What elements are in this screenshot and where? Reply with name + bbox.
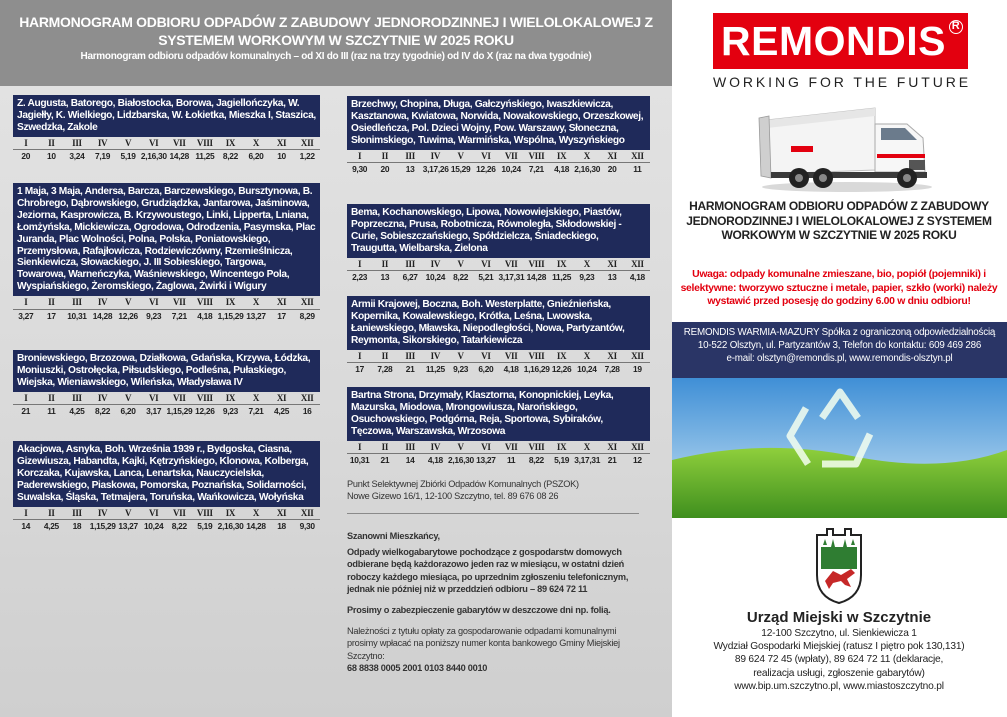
month-label: VI [473,258,498,271]
collection-dates: 4,25 [69,406,85,417]
collection-dates: 12,26 [551,364,572,375]
collection-dates: 4,18 [427,455,443,466]
collection-dates: 9,30 [352,164,368,175]
month-label: IX [218,137,244,150]
collection-dates: 13 [380,272,390,283]
pszok-info [347,478,650,502]
office-department: Wydział Gospodarki Miejskiej (ratusz I piętro pok 130,131) [713,641,965,653]
collection-dates: 5,19 [120,151,136,162]
month-label: III [398,258,423,271]
collection-dates: 4,18 [629,272,645,283]
month-label: II [39,507,65,520]
dates-row [13,520,320,533]
collection-dates: 2,23 [352,272,368,283]
street-group [347,96,650,176]
collection-dates: 4,25 [274,406,290,417]
month-label: VII [499,150,524,163]
month-label: VI [141,392,167,405]
month-header-row [13,507,320,520]
schedule-subtitle: Harmonogram odbioru odpadów komunalnych – od XI do III (raz na trzy tygodnie) od IV do X (raz na dwa tygodnie) [80,51,592,62]
collection-dates: 11 [506,455,516,466]
remondis-logo [713,13,968,69]
month-label: IV [90,507,116,520]
collection-dates-table [13,507,320,533]
collection-dates: 3,17,26 [422,164,449,175]
collection-dates: 12,26 [118,310,138,321]
collection-dates: 5,19 [197,521,213,532]
collection-dates: 13,27 [246,310,266,321]
month-header-row [347,350,650,363]
collection-dates: 8,22 [171,521,187,532]
street-list: Akacjowa, Asnyka, Boh. Września 1939 r., Bydgoska, Ciasna, Gizewiusza, Habandta, Kajki, Kętrzyńskiego, Klonowa, Kolberga, Korczaka, Kujawska, Lanca, Lenartska, Nauczycielska, Paderewskiego, Piaskowa, Pomorska, Poznańska, Solidarności, Suwalska, Śląska, Tetmajera, Toruńska, Wańkowicza, Wołyńska [13,441,320,507]
bulky-waste-info: Odpady wielkogabarytowe pochodzące z gospodarstw domowych odbierane będą każdorazowo jeden raz w miesiącu, w ostatni dzień roboczy każdego miesiąca, po uprzednim zgłoszeniu telefonicznym, jednak nie później niż w przeddzień odbioru – 89 624 72 11 [347,547,629,594]
month-label: III [64,507,90,520]
month-label: II [372,150,397,163]
month-label: II [372,441,397,454]
month-label: V [115,296,141,309]
collection-dates: 3,17,31 [498,272,525,283]
month-label: X [243,137,269,150]
company-name: REMONDIS WARMIA-MAZURY Spółka z ograniczoną odpowiedzialnością [683,327,996,338]
month-label: VI [473,350,498,363]
collection-dates-table [13,296,320,322]
month-label: XII [294,392,320,405]
collection-dates: 7,28 [604,364,620,375]
collection-dates: 4,18 [197,310,213,321]
street-list: Armii Krajowej, Boczna, Boh. Westerplatte, Gnieźnieńska, Kopernika, Kowalewskiego, Krótka, Leśna, Lwowska, Łaniewskiego, Mławska, Niepodległości, Nowa, Partyzantów, Reymonta, Sikorskiego, Tatarkiewicza [347,296,650,350]
month-label: VIII [192,392,218,405]
collection-dates: 14 [21,521,31,532]
collection-dates: 2,16,30 [217,521,244,532]
collection-dates: 11,25 [195,151,215,162]
month-label: X [243,392,269,405]
collection-dates: 1,16,29 [523,364,550,375]
collection-dates: 6,27 [402,272,418,283]
street-list: Z. Augusta, Batorego, Białostocka, Borowa, Jagiellończyka, W. Jagiełły, K. Wielkiego, Lidzbarska, W. Łokietka, Mieszka I, Staszica, Szwedzka, Zakole [13,95,320,137]
month-label: II [372,350,397,363]
collection-dates: 13 [405,164,415,175]
month-label: IV [90,137,116,150]
collection-dates-table [347,258,650,284]
month-label: XI [269,296,295,309]
payment-info: Należności z tytułu opłaty za gospodarowanie odpadami komunalnymi prosimy wpłacać na poniższy numer konta bankowego Gminy Miejskiej Szczytno: [347,626,620,661]
collection-dates: 9,23 [453,364,469,375]
month-label: VII [499,441,524,454]
collection-dates: 19 [633,364,642,375]
collection-dates: 12,26 [195,406,215,417]
collection-dates: 3,17 [146,406,162,417]
month-label: XI [600,258,625,271]
dates-row [347,363,650,376]
street-group [347,296,650,376]
collection-dates: 10,24 [577,364,597,375]
collection-dates: 12 [633,455,642,466]
month-label: XII [294,507,320,520]
registered-mark: R [949,20,963,34]
collection-dates: 10,24 [143,521,164,532]
month-label: IX [549,350,574,363]
collection-dates: 1,15,29 [89,521,116,532]
city-office [680,609,998,693]
street-group [13,441,320,533]
month-label: I [13,296,39,309]
collection-dates: 13,27 [476,455,496,466]
collection-dates-table [13,392,320,418]
collection-dates: 21 [405,364,415,375]
street-list: Bema, Kochanowskiego, Lipowa, Nowowiejskiego, Piastów, Poprzeczna, Prusa, Robotnicza, Równoległa, Skłodowskiej - Curie, Sobieszczańskiego, Spółdzielcza, Śniadeckiego, Traugutta, Wielbarska, Zielona [347,204,650,258]
collection-dates-table [13,137,320,163]
collection-dates: 6,20 [120,406,136,417]
month-label: VI [473,150,498,163]
month-label: XII [294,296,320,309]
street-group [13,350,320,418]
dates-row [347,271,650,284]
month-label: XI [269,137,295,150]
month-label: IV [423,350,448,363]
month-label: II [39,296,65,309]
divider [347,513,639,514]
collection-dates: 16 [302,406,312,417]
dates-row [347,163,650,176]
month-label: III [64,296,90,309]
month-label: X [574,350,599,363]
collection-dates: 21 [21,406,31,417]
collection-dates: 7,28 [377,364,393,375]
collection-dates: 3,24 [69,151,85,162]
tagline: WORKING FOR THE FUTURE [713,74,971,90]
month-label: VII [499,258,524,271]
month-label: V [448,150,473,163]
notice-greeting: Szanowni Mieszkańcy, [347,531,440,541]
month-label: VI [141,296,167,309]
month-header-row [13,137,320,150]
street-group [13,95,320,163]
month-label: III [64,392,90,405]
collection-dates: 20 [21,151,31,162]
month-label: VI [141,137,167,150]
collection-dates: 8,29 [299,310,315,321]
office-phones: 89 624 72 45 (wpłaty), 89 624 72 11 (deklaracje, [734,654,944,666]
collection-dates: 10,31 [349,455,370,466]
logo-text: REMONDIS [721,18,946,64]
collection-dates: 11 [633,164,642,175]
collection-dates: 11 [47,406,56,417]
collection-dates-table [347,150,650,176]
street-group [347,204,650,284]
month-label: VIII [524,441,549,454]
month-label: I [347,441,372,454]
collection-dates-table [347,441,650,467]
month-label: VIII [192,507,218,520]
month-header-row [347,258,650,271]
company-contact [672,322,1007,378]
collection-dates: 21 [607,455,617,466]
month-label: IX [549,150,574,163]
month-label: VIII [524,258,549,271]
month-label: X [574,441,599,454]
month-label: VII [166,507,192,520]
collection-dates: 3,27 [18,310,34,321]
street-list: Brzechwy, Chopina, Długa, Gałczyńskiego, Iwaszkiewicza, Kasztanowa, Kwiatowa, Norwida, Nowakowskiego, Orzeszkowej, Osiedleńcza, Pol. Dzieci Wojny, Pow. Warszawy, Słoneczna, Słonimskiego, Tuwima, Warmińska, Wspólna, Wyszyńskiego [347,96,650,150]
month-label: XI [600,150,625,163]
collection-dates: 8,22 [222,151,238,162]
collection-dates: 20 [380,164,390,175]
schedule-title: HARMONOGRAM ODBIORU ODPADÓW Z ZABUDOWY JEDNORODZINNEJ I WIELOLOKALOWEJ Z SYSTEMEM WORKOWYM W SZCZYTNIE W 2025 ROKU [19,14,653,48]
month-label: IV [423,150,448,163]
month-header-row [347,441,650,454]
month-label: VIII [524,350,549,363]
month-label: XII [625,350,650,363]
month-label: VIII [192,296,218,309]
month-label: V [448,258,473,271]
month-label: X [243,296,269,309]
schedule-header [0,0,672,86]
collection-dates: 8,22 [453,272,469,283]
collection-dates: 11,25 [425,364,445,375]
collection-dates: 9,23 [146,310,162,321]
panel-title: HARMONOGRAM ODBIORU ODPADÓW Z ZABUDOWY JEDNORODZINNEJ I WIELOLOKALOWEJ Z SYSTEMEM WORKOWYM W SZCZYTNIE W 2025 ROKU [686,199,992,243]
month-label: VIII [192,137,218,150]
month-label: IV [90,392,116,405]
collection-dates: 11,25 [552,272,572,283]
collection-dates: 14,28 [169,151,189,162]
collection-dates: 14 [405,455,415,466]
collection-dates: 3,17,31 [574,455,601,466]
garbage-truck-image [757,94,932,194]
collection-dates: 5,21 [478,272,494,283]
month-label: I [13,507,39,520]
company-email: e-mail: olsztyn@remondis.pl, www.remondis-olsztyn.pl [726,353,953,365]
month-label: V [448,350,473,363]
collection-dates: 1,15,29 [217,310,244,321]
dates-row [13,309,320,322]
month-label: II [39,137,65,150]
collection-dates: 14,28 [246,521,266,532]
collection-dates: 4,18 [503,364,519,375]
collection-dates: 17 [355,364,364,375]
month-label: XI [269,507,295,520]
office-address: 12-100 Szczytno, ul. Sienkiewicza 1 [761,628,917,639]
collection-dates: 13 [607,272,617,283]
collection-dates: 2,16,30 [140,151,167,162]
street-list: Broniewskiego, Brzozowa, Działkowa, Gdańska, Krzywa, Łódzka, Moniuszki, Ostrołęcka, Piłsudskiego, Podleśna, Pułaskiego, Wiejska, Wieniawskiego, Wileńska, Władysława IV [13,350,320,392]
month-label: I [347,258,372,271]
month-label: III [398,150,423,163]
month-label: XI [600,350,625,363]
month-label: VII [166,137,192,150]
collection-dates: 10,31 [67,310,87,321]
collection-dates: 7,21 [171,310,187,321]
collection-dates: 2,16,30 [448,455,474,466]
month-label: X [574,258,599,271]
collection-dates: 10,24 [425,272,446,283]
month-label: XI [269,392,295,405]
month-label: I [347,350,372,363]
szczytno-coat-of-arms [811,525,867,605]
month-header-row [347,150,650,163]
residents-notice [347,530,647,674]
collection-dates: 18 [72,521,82,532]
collection-dates: 9,23 [579,272,595,283]
collection-dates: 8,22 [528,455,544,466]
company-address: 10-522 Olsztyn, ul. Partyzantów 3, Telefon do kontaktu: 609 469 286 [697,340,982,352]
rain-protection-note: Prosimy o zabezpieczenie gabarytów w deszczowe dni np. folią. [347,605,611,616]
bank-account: 68 8838 0005 2001 0103 8440 0010 [347,662,488,673]
month-label: V [115,507,141,520]
recycling-meadow-image [672,378,1007,518]
month-label: VII [166,296,192,309]
dates-row [13,150,320,163]
month-label: VII [166,392,192,405]
office-websites[interactable]: www.bip.um.szczytno.pl, www.miastoszczytno.pl [734,680,944,692]
month-label: XI [600,441,625,454]
collection-dates: 2,16,30 [574,164,601,175]
collection-dates: 10,24 [501,164,521,175]
collection-dates: 20 [607,164,617,175]
month-label: V [115,137,141,150]
month-label: IV [423,441,448,454]
month-label: XII [625,150,650,163]
dates-row [13,405,320,418]
collection-dates: 9,23 [222,406,238,417]
collection-warning: Uwaga: odpady komunalne zmieszane, bio, popiół (pojemniki) i selektywne: tworzywo sztuczne i metale, papier, szkło (worki) należy wystawić przed posesję do godziny 6.00 w dniu odbioru! [680,269,998,308]
pszok-address: Nowe Gizewo 16/1, 12-100 Szczytno, tel. 89 676 08 26 [347,491,559,502]
collection-dates: 21 [380,455,390,466]
pszok-name: Punkt Selektywnej Zbiórki Odpadów Komunalnych (PSZOK) [347,479,579,489]
collection-dates: 17 [277,310,286,321]
street-list: Bartna Strona, Drzymały, Klasztorna, Konopnickiej, Leyka, Mazurska, Miodowa, Mrongowiusza, Narońskiego, Osuchowskiego, Podgórna, Reja, Sportowa, Sybiraków, Tęczowa, Warszawska, Wrzosowa [347,387,650,441]
month-label: V [115,392,141,405]
month-label: IX [218,392,244,405]
collection-dates: 10 [277,151,286,162]
collection-dates: 7,19 [94,151,111,162]
collection-dates: 9,30 [299,521,315,532]
month-label: IX [549,441,574,454]
collection-dates: 18 [277,521,286,532]
collection-dates: 12,26 [476,164,496,175]
month-label: IV [423,258,448,271]
collection-dates: 17 [47,310,56,321]
dates-row [347,454,650,467]
collection-dates: 14,28 [92,310,113,321]
collection-dates: 15,29 [450,164,471,175]
collection-dates: 5,19 [554,455,570,466]
month-label: II [39,392,65,405]
month-label: I [13,392,39,405]
month-label: III [398,350,423,363]
month-label: I [347,150,372,163]
month-label: XII [625,258,650,271]
collection-dates: 4,25 [43,521,59,532]
month-label: I [13,137,39,150]
collection-dates: 8,22 [94,406,111,417]
collection-dates: 7,21 [528,164,544,175]
street-group [13,183,320,322]
collection-dates: 7,21 [248,406,264,417]
month-label: IX [218,296,244,309]
month-header-row [13,296,320,309]
collection-dates-table [347,350,650,376]
month-header-row [13,392,320,405]
month-label: XII [625,441,650,454]
collection-dates: 1,22 [299,151,315,162]
office-name: Urząd Miejski w Szczytnie [746,609,932,626]
month-label: VIII [524,150,549,163]
collection-dates: 1,15,29 [166,406,193,417]
month-label: X [243,507,269,520]
collection-dates: 6,20 [248,151,264,162]
month-label: VI [141,507,167,520]
collection-dates: 4,18 [554,164,570,175]
collection-dates: 10 [47,151,56,162]
month-label: IX [218,507,244,520]
street-list: 1 Maja, 3 Maja, Andersa, Barcza, Barczewskiego, Bursztynowa, B. Chrobrego, Dąbrowskiego, Grudziądzka, Jantarowa, Jaśminowa, Jeziorna, Kasprowicza, B. Krzywoustego, Linki, Lipperta, Lniana, Łomżyńska, Mickiewicza, Ogrodowa, Odrodzenia, Pasymska, Plac Juranda, Plac Wolności, Polna, Polska, Poniatowskiego, Przemysłowa, Rafajłowicza, Rodziewiczówny, Rzemieślnicza, Sienkiewicza, Słowackiego, J. III Sobieskiego, Targowa, Towarowa, Warneńczyka, Waśniewskiego, Wincentego Pola, Wyspiańskiego, Żeromskiego, Żaglowa, Żwirki i Wigury [13,183,320,296]
month-label: III [398,441,423,454]
street-group [347,387,650,467]
collection-dates: 13,27 [118,521,138,532]
month-label: III [64,137,90,150]
collection-dates: 6,20 [478,364,494,375]
collection-dates: 14,28 [526,272,547,283]
month-label: V [448,441,473,454]
month-label: VII [499,350,524,363]
month-label: II [372,258,397,271]
office-phones-note: realizacja usługi, zgłoszenie gabarytów) [753,667,925,679]
month-label: X [574,150,599,163]
month-label: VI [473,441,498,454]
month-label: IX [549,258,574,271]
month-label: IV [90,296,116,309]
month-label: XII [294,137,320,150]
